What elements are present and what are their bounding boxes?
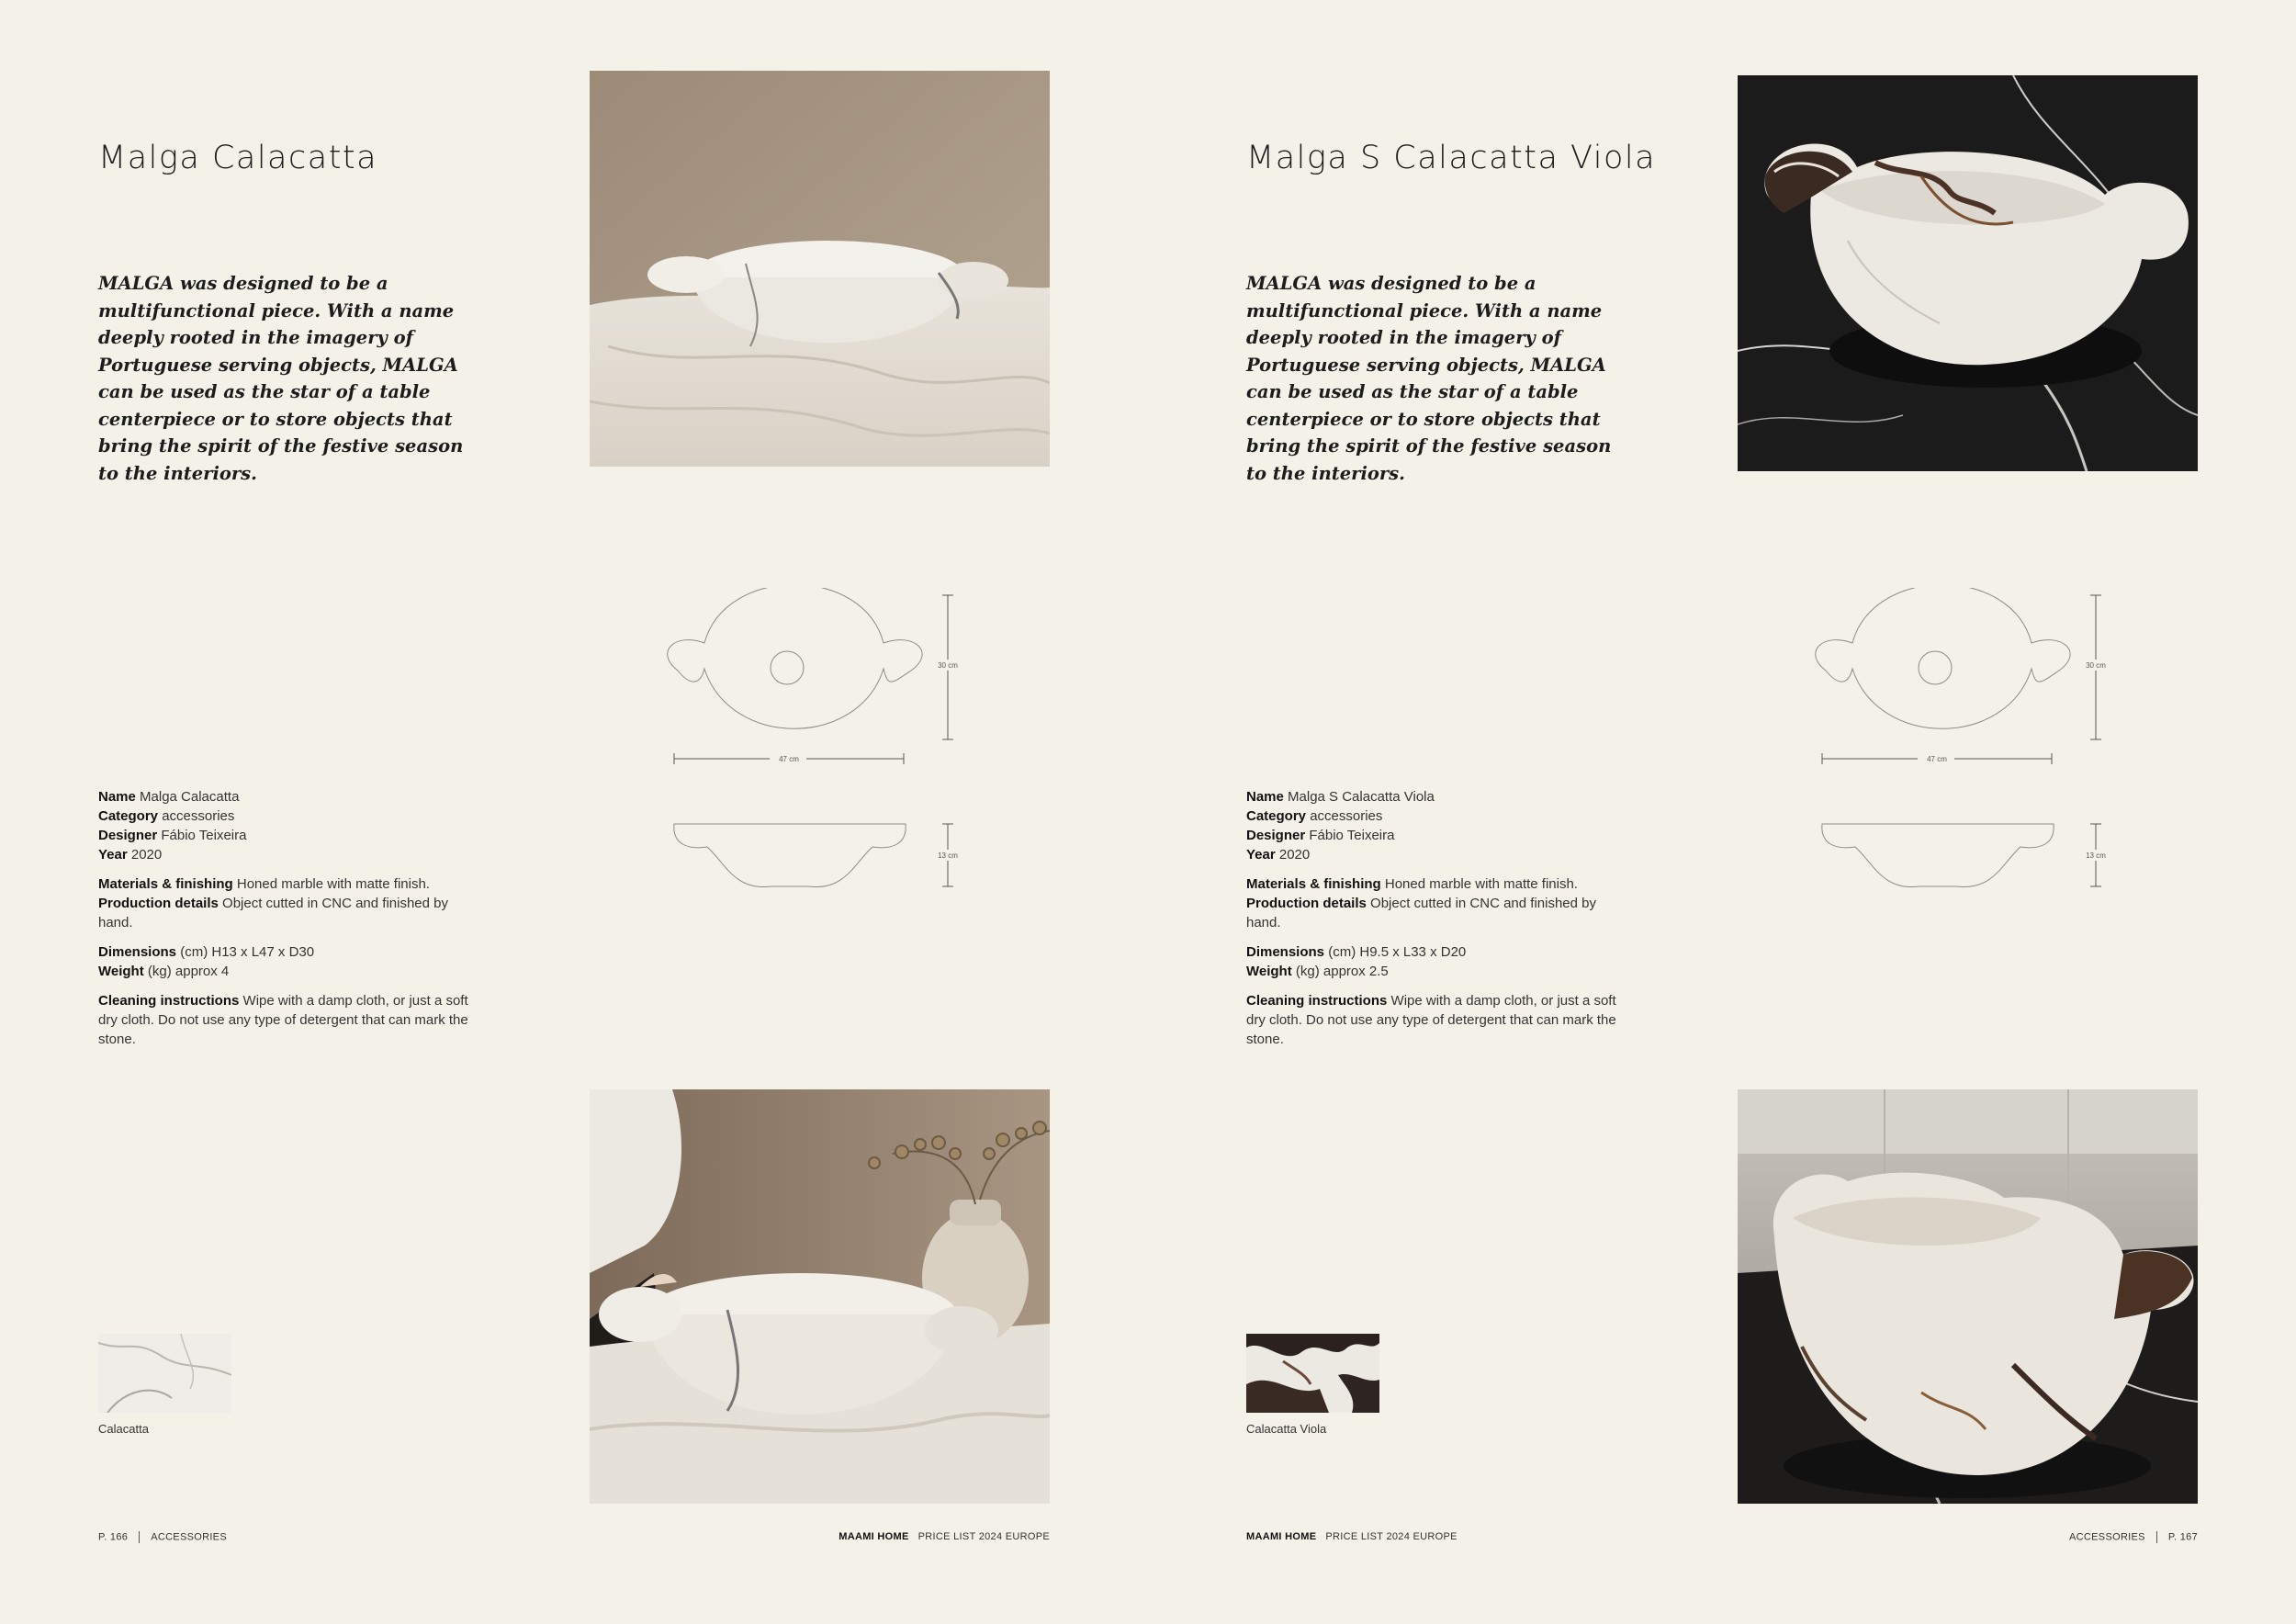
drawing-width-label: 47 cm — [779, 755, 799, 763]
page-number: P. 167 — [2167, 1531, 2198, 1543]
product-intro: MALGA was designed to be a multifunctional piece. With a name deeply rooted in the imagery of Portuguese serving objects, MALGA can be used as the star of a table centerpiece or to store objects that bring the spirit of the festive season to the interiors. — [1246, 273, 1612, 484]
spec-category-label: Category — [1246, 808, 1307, 824]
footer-section: ACCESSORIES — [151, 1531, 227, 1543]
spec-cleaning: Wipe with a damp cloth, or just a soft dry cloth. Do not use any type of detergent that can mark the stone. — [1246, 993, 1616, 1047]
technical-drawing — [1809, 588, 2122, 891]
technical-drawing — [661, 588, 974, 891]
spec-weight-label: Weight — [1246, 964, 1292, 979]
footer-brand: MAAMI HOME — [1246, 1531, 1317, 1542]
spec-year-label: Year — [1246, 847, 1276, 863]
product-photo-top — [590, 71, 1050, 467]
product-photo-bottom — [1738, 1089, 2198, 1504]
footer-price-list: PRICE LIST 2024 EUROPE — [917, 1531, 1050, 1542]
spec-weight: (kg) approx 4 — [147, 964, 230, 979]
spec-year: 2020 — [130, 847, 163, 863]
spec-designer-label: Designer — [98, 828, 158, 843]
drawing-width-label: 47 cm — [1927, 755, 1947, 763]
spec-designer-label: Designer — [1246, 828, 1306, 843]
spec-name: Malga S Calacatta Viola — [1288, 789, 1435, 805]
spec-materials-label: Materials & finishing — [1246, 876, 1381, 892]
spec-materials: Honed marble with matte finish. — [236, 876, 430, 892]
spec-category: accessories — [162, 808, 235, 824]
spec-name: Malga Calacatta — [140, 789, 240, 805]
spec-designer: Fábio Teixeira — [1309, 828, 1395, 843]
spec-category: accessories — [1310, 808, 1383, 824]
footer-brand: MAAMI HOME — [838, 1531, 909, 1542]
drawing-depth-label: 30 cm — [938, 661, 958, 670]
spec-production-label: Production details — [98, 896, 219, 911]
spec-dimensions-label: Dimensions — [1246, 944, 1325, 960]
material-swatch — [98, 1334, 231, 1413]
spec-production: Object cutted in CNC and finished by hand. — [1246, 896, 1596, 930]
footer-left — [1246, 1531, 1458, 1542]
spec-weight-label: Weight — [98, 964, 144, 979]
product-photo-bottom — [590, 1089, 1050, 1504]
spec-designer: Fábio Teixeira — [161, 828, 247, 843]
footer-price-list: PRICE LIST 2024 EUROPE — [1325, 1531, 1458, 1542]
product-photo-top — [1738, 75, 2198, 471]
spec-cleaning-label: Cleaning instructions — [1246, 993, 1388, 1009]
product-specs — [1246, 787, 1627, 1059]
footer-right — [2069, 1531, 2198, 1543]
spec-year: 2020 — [1278, 847, 1311, 863]
footer-left — [98, 1531, 227, 1543]
swatch-label: Calacatta Viola — [1246, 1422, 1327, 1436]
swatch-label: Calacatta — [98, 1422, 149, 1436]
footer-section: ACCESSORIES — [2069, 1531, 2145, 1543]
spec-dimensions-label: Dimensions — [98, 944, 177, 960]
spec-year-label: Year — [98, 847, 128, 863]
spec-dimensions: (cm) H13 x L47 x D30 — [180, 944, 315, 960]
spec-cleaning: Wipe with a damp cloth, or just a soft dry cloth. Do not use any type of detergent that can mark the stone. — [98, 993, 468, 1047]
spec-dimensions: (cm) H9.5 x L33 x D20 — [1328, 944, 1467, 960]
spec-production-label: Production details — [1246, 896, 1367, 911]
spec-materials-label: Materials & finishing — [98, 876, 233, 892]
product-intro: MALGA was designed to be a multifunctional piece. With a name deeply rooted in the imagery of Portuguese serving objects, MALGA can be used as the star of a table centerpiece or to store objects that bring the spirit of the festive season to the interiors. — [98, 273, 464, 484]
spec-production: Object cutted in CNC and finished by hand. — [98, 896, 448, 930]
spec-weight: (kg) approx 2.5 — [1295, 964, 1389, 979]
page-number: P. 166 — [98, 1531, 129, 1543]
product-title: Malga S Calacatta Viola — [1246, 140, 1657, 176]
spec-category-label: Category — [98, 808, 159, 824]
spec-name-label: Name — [98, 789, 136, 805]
drawing-depth-label: 30 cm — [2086, 661, 2106, 670]
drawing-height-label: 13 cm — [2086, 851, 2106, 860]
product-specs — [98, 787, 479, 1059]
spec-cleaning-label: Cleaning instructions — [98, 993, 240, 1009]
footer-right — [838, 1531, 1050, 1542]
drawing-height-label: 13 cm — [938, 851, 958, 860]
spec-name-label: Name — [1246, 789, 1284, 805]
spec-materials: Honed marble with matte finish. — [1384, 876, 1578, 892]
material-swatch — [1246, 1334, 1379, 1413]
product-title: Malga Calacatta — [98, 140, 378, 176]
